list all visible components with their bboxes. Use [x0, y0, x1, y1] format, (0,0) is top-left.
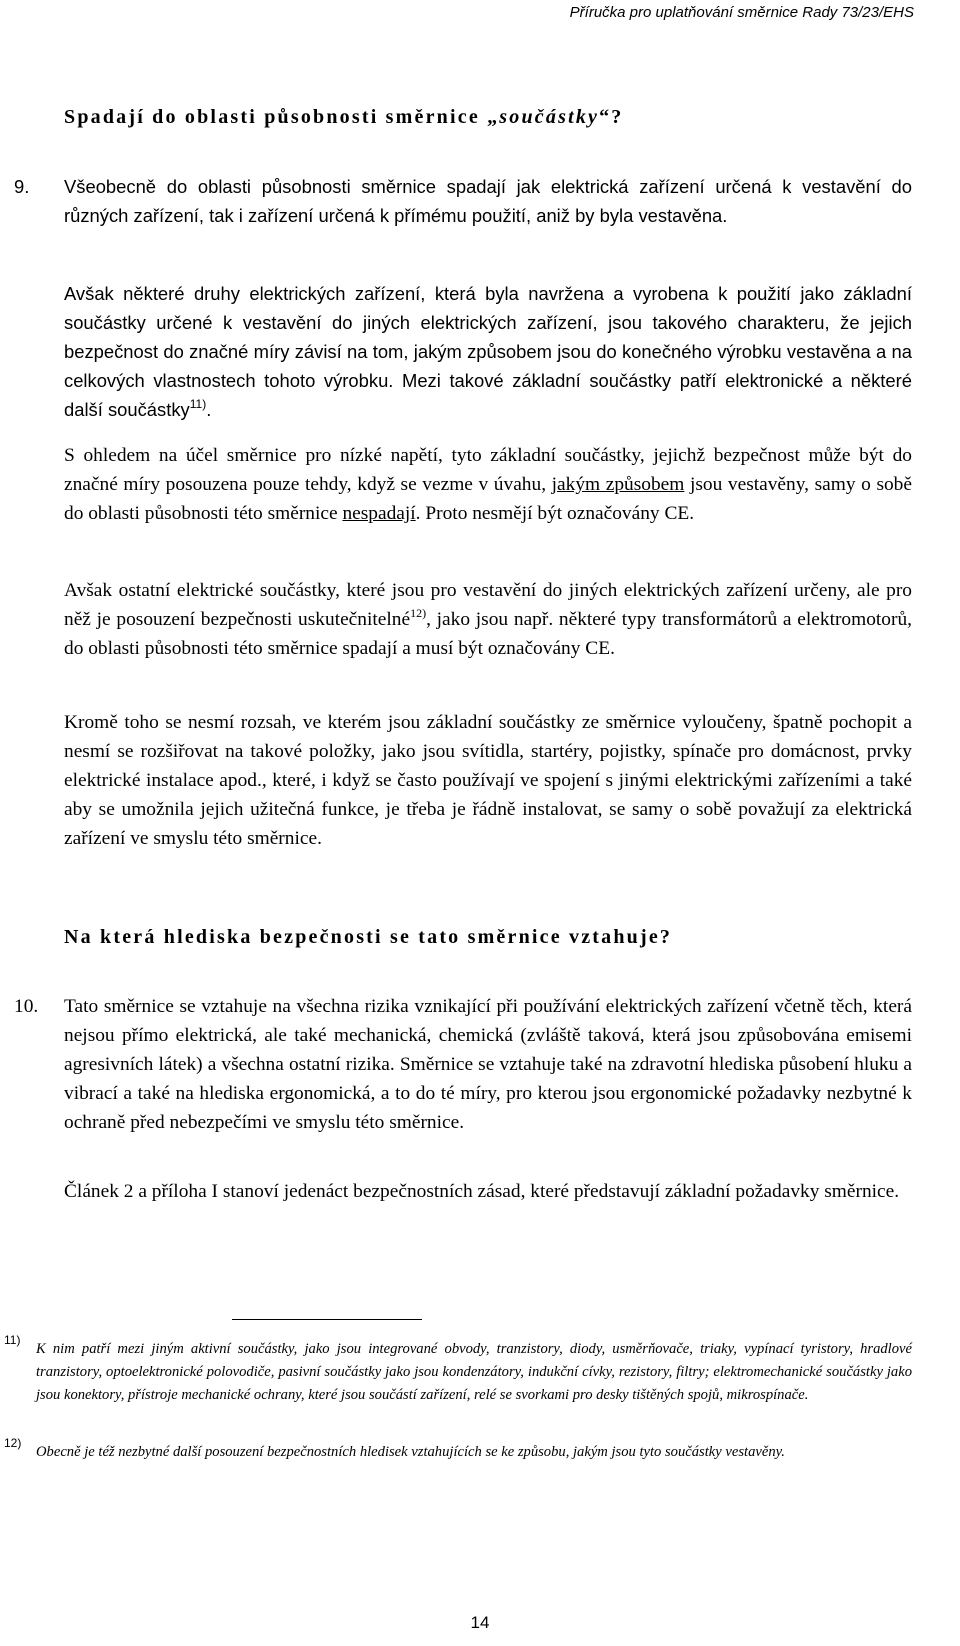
- footnote-mark-11: 11): [4, 1333, 21, 1347]
- footnote-mark-12: 12): [4, 1436, 22, 1450]
- heading-prefix: Spadají do oblasti působnosti směrnice „: [64, 106, 500, 128]
- paragraph-text-b: jsou vestavěny, samy o sobě do oblasti působnosti této směrnice: [64, 474, 912, 524]
- running-header: Příručka pro uplatňování směrnice Rady 73/23/EHS: [569, 4, 914, 21]
- paragraph-end: .: [206, 399, 212, 420]
- page-number: 14: [470, 1613, 490, 1632]
- underlined-phrase-1: jakým způsobem: [551, 474, 685, 495]
- paragraph-article-2: Článek 2 a příloha I stanoví jedenáct bezpečnostních zásad, které představují základní požadavky směrnice.: [64, 1181, 900, 1202]
- section-heading-safety-aspects: Na která hlediska bezpečnosti se tato směrnice vztahuje?: [64, 926, 673, 948]
- paragraph-text-a: S ohledem na účel směrnice pro nízké napětí, tyto základní součástky, jejichž bezpečnost může být do značné míry posouzena pouze tehdy, když se vezme v úvahu,: [64, 445, 912, 495]
- footnote-ref-11[interactable]: 11): [189, 397, 207, 411]
- paragraph-other-components: [64, 576, 912, 663]
- paragraph-lvd-purpose: [64, 441, 912, 528]
- paragraph-9-text: Všeobecně do oblasti působnosti směrnice spadají jak elektrická zařízení určená k vestavění do různých zařízení, tak i zařízení určená k přímému použití, aniž by byla vestavěna.: [64, 176, 912, 226]
- section-heading-components: [64, 106, 624, 129]
- paragraph-exclusion-scope: Kromě toho se nesmí rozsah, ve kterém jsou základní součástky ze směrnice vyloučeny, špatně pochopit a nesmí se rozšiřovat na takové položky, jako jsou svítidla, startéry, pojistky, spínače pro domácnost, prvky elektrické instalace apod., které, i když se často používají ve spojení s jinými elektrickými zařízeními a také aby se umožnila jejich užitečná funkce, je třeba je řádně instalovat, se samy o sobě považují za elektrická zařízení ve smyslu této směrnice.: [64, 712, 912, 849]
- heading-suffix: “?: [599, 106, 624, 128]
- paragraph-text-c: . Proto nesmějí být označovány CE.: [415, 503, 695, 524]
- paragraph-text-a: Avšak ostatní elektrické součástky, které jsou pro vestavění do jiných elektrických zařízení určeny, ale pro něž je posouzení bezpečnosti uskutečnitelné: [64, 580, 912, 630]
- paragraph-components-intro: [64, 279, 912, 424]
- footnote-separator: [232, 1319, 422, 1320]
- paragraph-10-text: Tato směrnice se vztahuje na všechna rizika vznikající při používání elektrických zařízení včetně těch, která nejsou přímo elektrická, ale také mechanická, chemická (zvláště taková, která jsou způsobována emisemi agresivních látek) a všechna ostatní rizika. Směrnice se vztahuje také na zdravotní hlediska působení hluku a vibrací a také na hlediska ergonomická, a to do té míry, pro kterou jsou ergonomické požadavky nezbytné k ochraně před nebezpečími ve smyslu této směrnice.: [64, 996, 912, 1133]
- paragraph-number-10: 10.: [14, 996, 39, 1017]
- underlined-phrase-2: nespadají: [342, 503, 416, 524]
- paragraph-text-b: , jako jsou např. některé typy transformátorů a elektromotorů, do oblasti působnosti této směrnice spadají a musí být označovány CE.: [64, 609, 912, 659]
- footnote-ref-12[interactable]: 12): [410, 606, 427, 620]
- paragraph-text: Avšak některé druhy elektrických zařízení, která byla navržena a vyrobena k použití jako základní součástky určené k vestavění do jiných elektrických zařízení, jsou takového charakteru, že jejich bezpečnost do značné míry závisí na tom, jakým způsobem jsou do konečného výrobku vestavěna a na celkových vlastnostech tohoto výrobku. Mezi takové základní součástky patří elektronické a některé další součástky: [64, 283, 912, 420]
- paragraph-number-9: 9.: [14, 176, 30, 197]
- footnote-12-text: Obecně je též nezbytné další posouzení bezpečnostních hledisek vztahujících se ke způsobu, jakým jsou tyto součástky vestavěny.: [36, 1444, 785, 1460]
- heading-italic-word: součástky: [499, 106, 600, 128]
- footnote-11-text: K nim patří mezi jiným aktivní součástky, jako jsou integrované obvody, tranzistory, diody, usměrňovače, triaky, vypínací tyristory, hradlové tranzistory, optoelektronické polovodiče, pasivní součástky jako jsou kondenzátory, indukční cívky, rezistory, filtry; elektromechanické součástky jako jsou konektory, přístroje mechanické ochrany, které jsou součástí zařízení, relé se svorkami pro desky tištěných spojů, mikrospínače.: [36, 1341, 912, 1403]
